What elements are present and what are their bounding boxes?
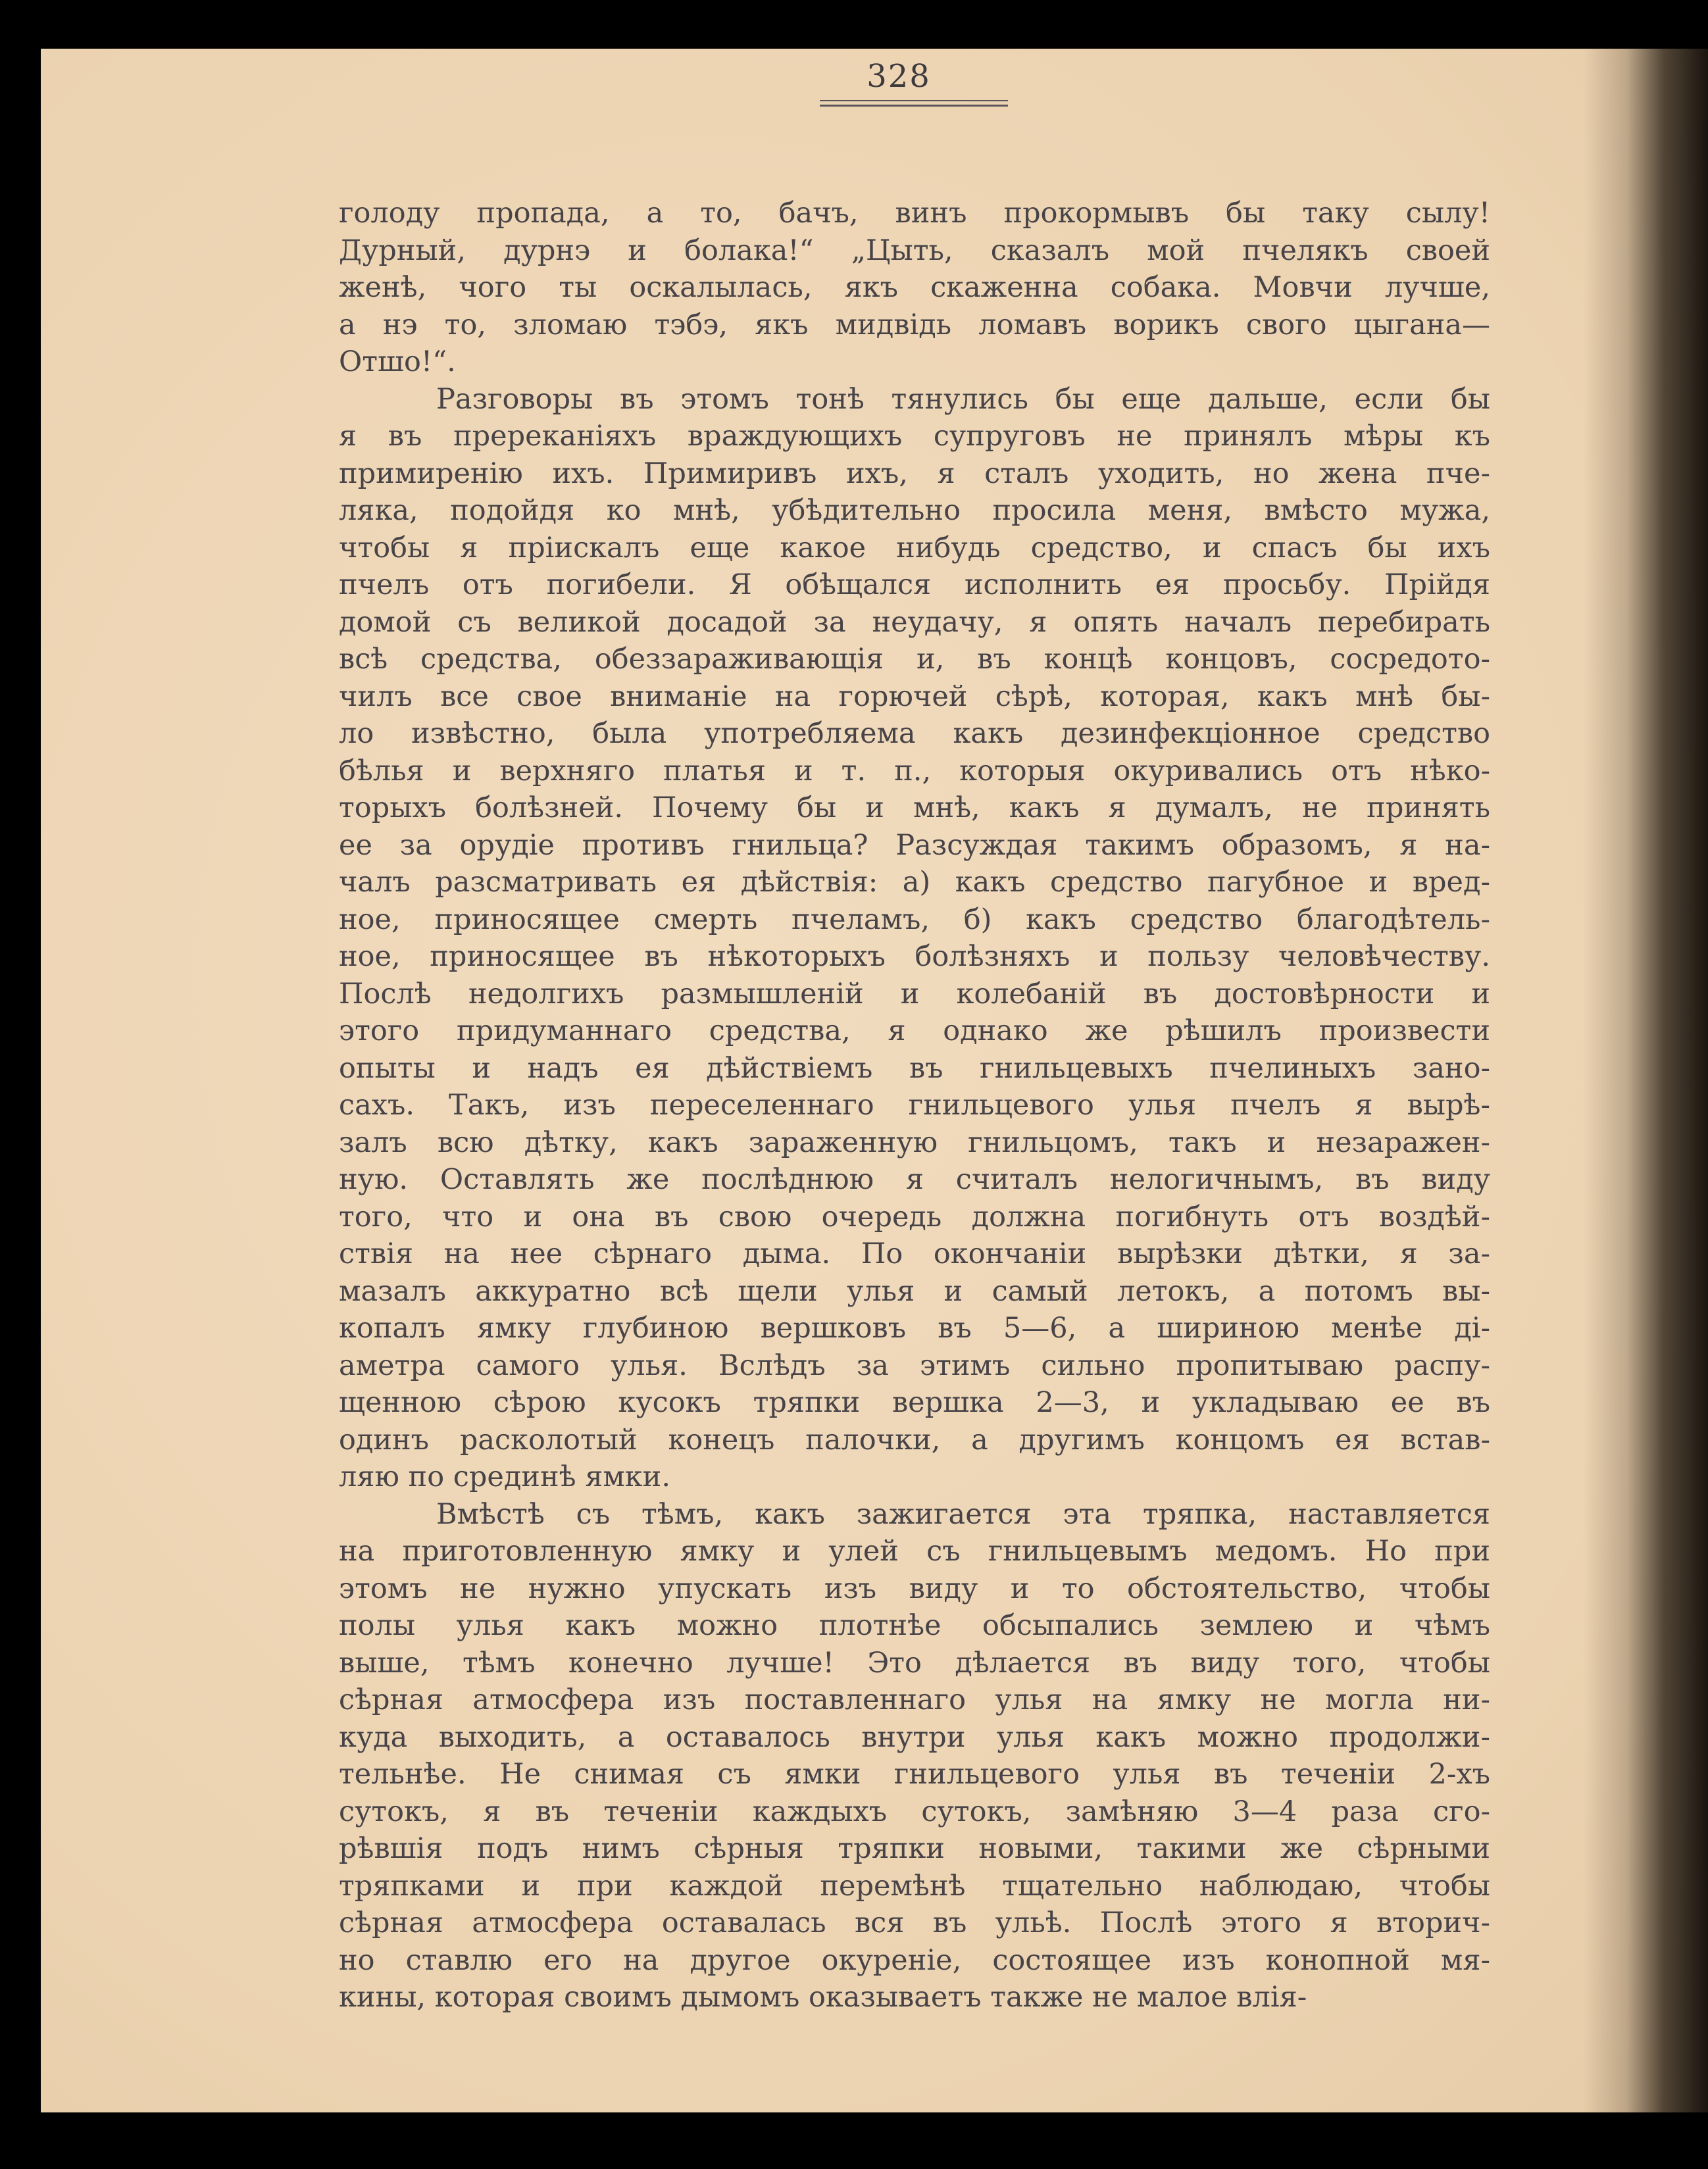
text-line: бѣлья и верхняго платья и т. п., которыя окуривались отъ нѣко- bbox=[339, 754, 1490, 787]
text-line: тряпками и при каждой перемѣнѣ тщательно наблюдаю, чтобы bbox=[339, 1869, 1490, 1903]
text-line: того, что и она въ свою очередь должна погибнуть отъ воздѣй- bbox=[339, 1200, 1490, 1234]
text-line: чалъ разсматривать ея дѣйствія: а) какъ средство пагубное и вред- bbox=[339, 866, 1490, 899]
text-line: всѣ средства, обеззараживающія и, въ концѣ концовъ, сосредото- bbox=[339, 643, 1490, 676]
text-line: аметра самого улья. Вслѣдъ за этимъ сильно пропитываю распу- bbox=[339, 1349, 1490, 1382]
text-line: сѣрная атмосфера изъ поставленнаго улья на ямку не могла ни- bbox=[339, 1683, 1490, 1716]
text-line: торыхъ болѣзней. Почему бы и мнѣ, какъ я думалъ, не принять bbox=[339, 791, 1490, 824]
text-line: на приготовленную ямку и улей съ гнильцевымъ медомъ. Но при bbox=[339, 1535, 1490, 1568]
binding-shadow bbox=[1583, 49, 1708, 2112]
text-line: щенною сѣрою кусокъ тряпки вершка 2—3, и укладываю ее въ bbox=[339, 1386, 1490, 1419]
text-line: ное, приносящее въ нѣкоторыхъ болѣзняхъ и пользу человѣчеству. bbox=[339, 940, 1490, 973]
text-line: залъ всю дѣтку, какъ зараженную гнильцомъ, такъ и незаражен- bbox=[339, 1126, 1490, 1159]
text-line: выше, тѣмъ конечно лучше! Это дѣлается въ виду того, чтобы bbox=[339, 1646, 1490, 1680]
text-line: голоду пропада, а то, бачъ, винъ прокормывъ бы таку сылу! bbox=[339, 197, 1490, 230]
page-number: 328 bbox=[867, 58, 931, 95]
body-text bbox=[339, 195, 1490, 2016]
text-line: кины, которая своимъ дымомъ оказываетъ также не малое влія- bbox=[339, 1981, 1307, 2014]
text-line: Дурный, дурнэ и болака!“ „Цыть, сказалъ мой пчелякъ своей bbox=[339, 234, 1490, 267]
text-line: домой съ великой досадой за неудачу, я опять началъ перебирать bbox=[339, 605, 1490, 639]
text-line: но ставлю его на другое окуреніе, состоящее изъ конопной мя- bbox=[339, 1943, 1490, 1977]
text-line: ляю по срединѣ ямки. bbox=[339, 1460, 670, 1493]
text-line: полы улья какъ можно плотнѣе обсыпались землею и чѣмъ bbox=[339, 1609, 1490, 1642]
text-line: я въ пререканіяхъ враждующихъ супруговъ не принялъ мѣры къ bbox=[339, 420, 1490, 453]
text-line: копалъ ямку глубиною вершковъ въ 5—6, а шириною менѣе ді- bbox=[339, 1312, 1490, 1345]
text-line: ее за орудіе противъ гнильца? Разсуждая такимъ образомъ, я на- bbox=[339, 828, 1490, 862]
text-line: этомъ не нужно упускать изъ виду и то обстоятельство, чтобы bbox=[339, 1572, 1490, 1605]
text-line: пчелъ отъ погибели. Я обѣщался исполнить ея просьбу. Прійдя bbox=[339, 568, 1490, 601]
text-line: сахъ. Такъ, изъ переселеннаго гнильцевого улья пчелъ я вырѣ- bbox=[339, 1089, 1490, 1122]
text-line: чилъ все свое вниманіе на горючей сѣрѣ, которая, какъ мнѣ бы- bbox=[339, 680, 1490, 713]
text-line: этого придуманнаго средства, я однако же рѣшилъ произвести bbox=[339, 1014, 1490, 1047]
header-rule-line-bottom bbox=[820, 105, 1008, 107]
text-line: мазалъ аккуратно всѣ щели улья и самый летокъ, а потомъ вы- bbox=[339, 1274, 1490, 1308]
text-line: Послѣ недолгихъ размышленій и колебаній въ достовѣрности и bbox=[339, 977, 1490, 1010]
text-line: Вмѣстѣ съ тѣмъ, какъ зажигается эта тряпка, наставляется bbox=[436, 1497, 1490, 1531]
text-line: сутокъ, я въ теченіи каждыхъ сутокъ, замѣняю 3—4 раза сго- bbox=[339, 1795, 1490, 1828]
text-line: а нэ то, зломаю тэбэ, якъ мидвідь ломавъ ворикъ свого цыгана— bbox=[339, 308, 1490, 341]
text-line: рѣвшія подъ нимъ сѣрныя тряпки новыми, такими же сѣрными bbox=[339, 1832, 1490, 1865]
paragraph bbox=[339, 381, 1490, 1496]
text-line: женѣ, чого ты оскалылась, якъ скаженна собака. Мовчи лучше, bbox=[339, 271, 1490, 304]
text-line: ное, приносящее смерть пчеламъ, б) какъ средство благодѣтель- bbox=[339, 903, 1490, 936]
text-line: примиренію ихъ. Примиривъ ихъ, я сталъ уходить, но жена пче- bbox=[339, 457, 1490, 490]
text-line: Отшо!“. bbox=[339, 345, 456, 378]
header-rule-line-top bbox=[820, 100, 1008, 101]
text-line: ствія на нее сѣрнаго дыма. По окончаніи вырѣзки дѣтки, я за- bbox=[339, 1237, 1490, 1270]
text-line: одинъ расколотый конецъ палочки, а другимъ концомъ ея встав- bbox=[339, 1423, 1490, 1457]
text-line: куда выходить, а оставалось внутри улья какъ можно продолжи- bbox=[339, 1720, 1490, 1754]
paragraph bbox=[339, 1496, 1490, 2016]
text-line: ляка, подойдя ко мнѣ, убѣдительно просила меня, вмѣсто мужа, bbox=[339, 494, 1490, 527]
text-line: чтобы я пріискалъ еще какое нибудь средство, и спасъ бы ихъ bbox=[339, 531, 1490, 564]
text-line: Разговоры въ этомъ тонѣ тянулись бы еще дальше, если бы bbox=[436, 382, 1490, 416]
text-line: тельнѣе. Не снимая съ ямки гнильцевого улья въ теченіи 2-хъ bbox=[339, 1758, 1490, 1791]
text-line: сѣрная атмосфера оставалась вся въ ульѣ. Послѣ этого я вторич- bbox=[339, 1907, 1490, 1939]
text-line: ло извѣстно, была употребляема какъ дезинфекціонное средство bbox=[339, 717, 1490, 750]
paragraph bbox=[339, 195, 1490, 381]
text-line: опыты и надъ ея дѣйствіемъ въ гнильцевыхъ пчелиныхъ зано- bbox=[339, 1051, 1490, 1085]
header-rule bbox=[820, 100, 1008, 109]
text-line: ную. Оставлять же послѣднюю я считалъ нелогичнымъ, въ виду bbox=[339, 1163, 1490, 1196]
